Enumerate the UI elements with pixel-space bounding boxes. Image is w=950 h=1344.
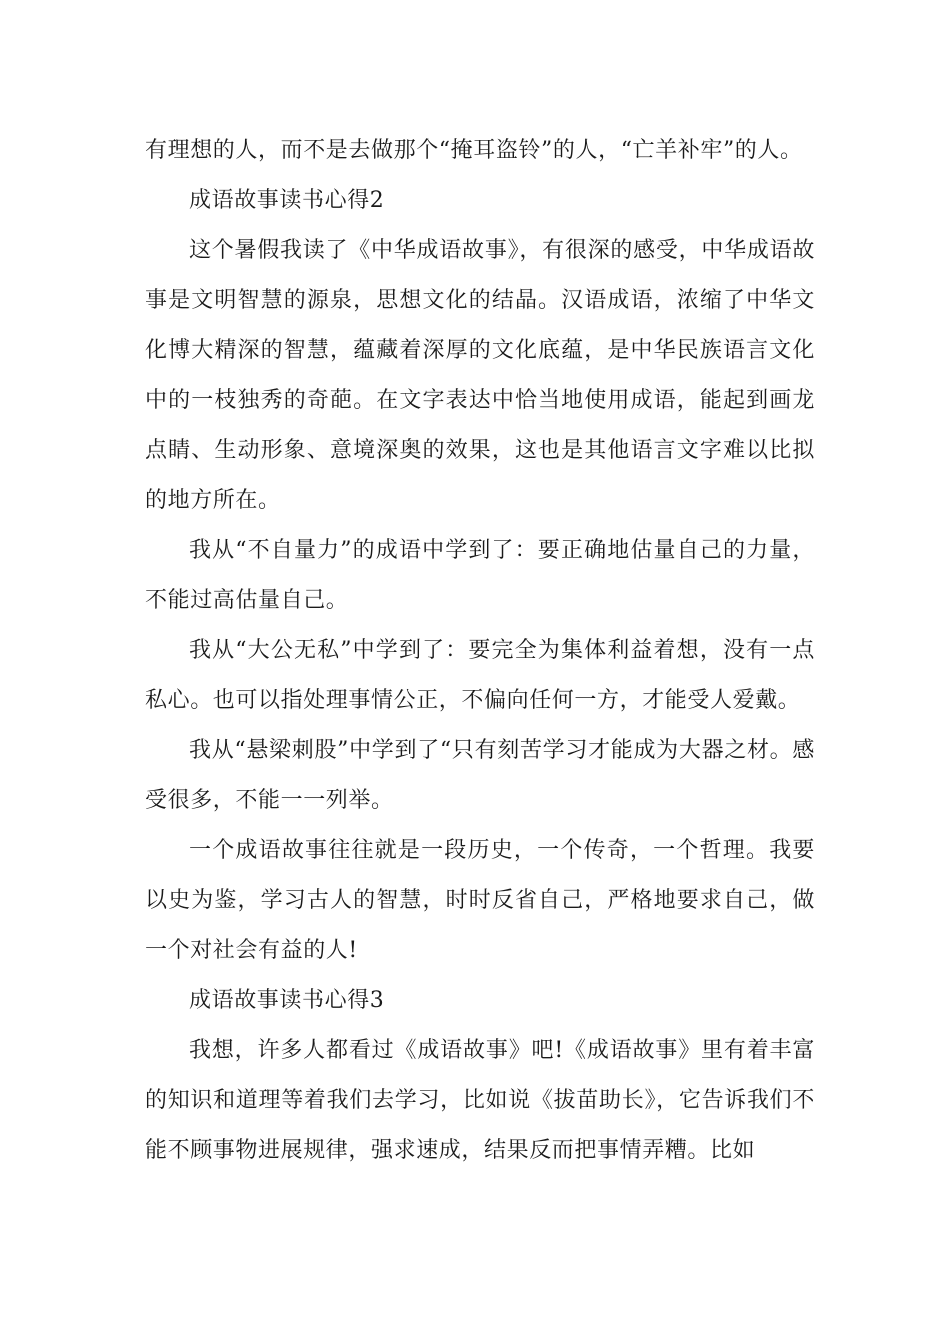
section-heading-2: 成语故事读书心得2	[189, 188, 385, 213]
paragraph-section3-intro: 我想，许多人都看过《成语故事》吧!《成语故事》里有着丰富的知识和道理等着我们去学习，比如说《拔苗助长》，它告诉我们不能不顾事物进展规律，强求速成，结果反而把事情弄糟。比如	[145, 1038, 815, 1163]
paragraph-conclusion: 一个成语故事往往就是一段历史，一个传奇，一个哲理。我要以史为鉴，学习古人的智慧，时时反省自己，严格地要求自己，做一个对社会有益的人!	[145, 838, 815, 963]
paragraph-dagongwusi: 我从“大公无私”中学到了：要完全为集体利益着想，没有一点私心。也可以指处理事情公正，不偏向任何一方，才能受人爱戴。	[145, 638, 815, 713]
paragraph-buziliangli: 我从“不自量力”的成语中学到了：要正确地估量自己的力量，不能过高估量自己。	[145, 538, 815, 613]
document-body	[145, 126, 815, 1176]
section-heading-3: 成语故事读书心得3	[189, 988, 385, 1013]
paragraph-xuanliangcigu: 我从“悬梁刺股”中学到了“只有刻苦学习才能成为大器之材。感受很多，不能一一列举。	[145, 738, 815, 813]
paragraph-intro: 这个暑假我读了《中华成语故事》，有很深的感受，中华成语故事是文明智慧的源泉，思想文化的结晶。汉语成语，浓缩了中华文化博大精深的智慧，蕴藏着深厚的文化底蕴，是中华民族语言文化中的一枝独秀的奇葩。在文字表达中恰当地使用成语，能起到画龙点睛、生动形象、意境深奥的效果，这也是其他语言文字难以比拟的地方所在。	[145, 238, 815, 513]
paragraph-continued: 有理想的人，而不是去做那个“掩耳盗铃”的人，“亡羊补牢”的人。	[145, 138, 803, 163]
